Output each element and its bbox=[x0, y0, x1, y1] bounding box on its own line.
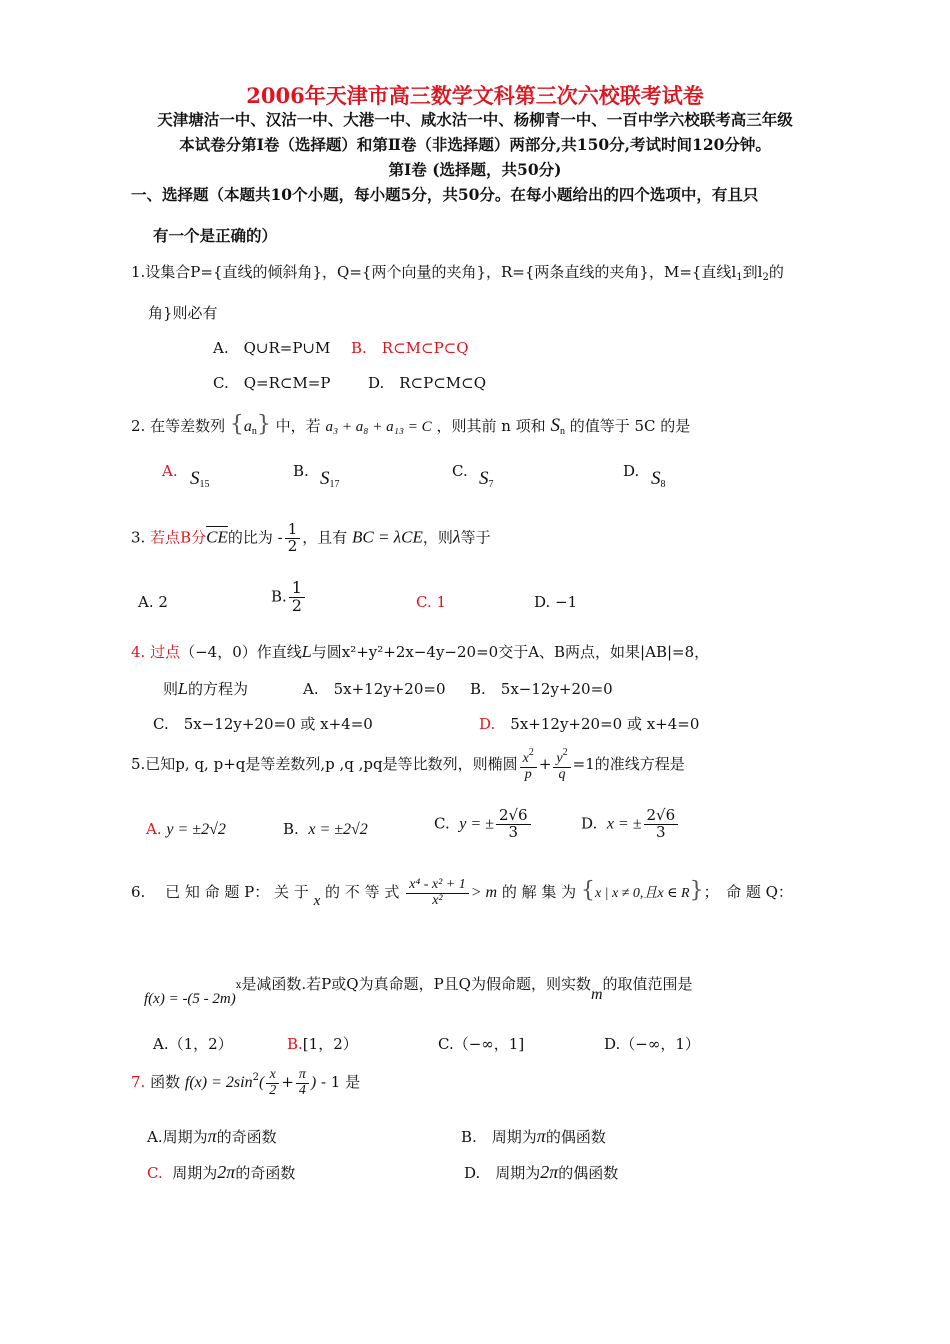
q1-option-b: B. R⊂M⊂P⊂Q bbox=[351, 339, 469, 357]
exam-info: 本试卷分第Ⅰ卷（选择题）和第Ⅱ卷（非选择题）两部分,共150分,考试时间120分钟。 bbox=[179, 135, 771, 154]
q7-stem: 7. 函数 $f(x) = 2\sin^2$( $\frac{x}{2}$ + $\frac{\pi}{4}$ ) - 1 是 bbox=[131, 1067, 361, 1098]
q6-option-d: D.（−∞，1） bbox=[604, 1035, 700, 1053]
q3-stem: 3. 若点B分$\overline{CE}$的比为 - $\frac{1}{2}$ ，且有 BC = λCE，则λ等于 bbox=[131, 520, 491, 555]
q2-option-c-label: C. bbox=[452, 462, 468, 480]
q6-stem-line1: 6. 已 知 命 题 P： 关 于 x 的 不 等 式 $\frac{\text{x⁴ - x² + 1}}{\text{x²}}$ > m 的 解 集 为 {x | x ≠ 0,且x ∈ R}； 命 题 Q： bbox=[131, 877, 793, 910]
q5-option-b: B. x = ±2√2 bbox=[283, 820, 368, 838]
q4-option-c: C. 5x−12y+20=0 或 x+4=0 bbox=[153, 715, 373, 733]
q1-stem-line2: 角}则必有 bbox=[148, 304, 218, 322]
q1-option-c: C. Q=R⊂M=P bbox=[213, 374, 331, 392]
q6-option-b: B.[1，2） bbox=[287, 1035, 358, 1053]
q2-option-d-label: D. bbox=[623, 462, 640, 480]
part1-title: 第Ⅰ卷 (选择题，共50分) bbox=[388, 160, 562, 179]
schools-line: 天津塘沽一中、汉沽一中、大港一中、咸水沽一中、杨柳青一中、一百中学六校联考高三年级 bbox=[157, 110, 793, 129]
q4-option-b: B. 5x−12y+20=0 bbox=[470, 680, 613, 698]
q3-option-c: C. 1 bbox=[416, 593, 447, 611]
q7-option-b: B. 周期为π的偶函数 bbox=[461, 1126, 606, 1146]
q4-stem-line1: 4. 过点（−4，0）作直线L与圆x²+y²+2x−4y−20=0交于A、B两点，如果|AB|=8， bbox=[131, 643, 710, 661]
q2-condition: a₃ + a₈ + a₁₃ = C bbox=[325, 419, 432, 435]
q7-option-d: D. 周期为2π的偶函数 bbox=[464, 1162, 619, 1182]
q3-option-d: D. −1 bbox=[534, 593, 578, 611]
section1-instructions-2: 有一个是正确的） bbox=[153, 226, 278, 245]
q2-option-b-label: B. bbox=[293, 462, 309, 480]
q4-option-a: A. 5x+12y+20=0 bbox=[303, 680, 446, 698]
page-title: 2006年天津市高三数学文科第三次六校联考试卷 bbox=[246, 83, 704, 108]
q1-stem-line1: 1.设集合P={直线的倾斜角}，Q={两个向量的夹角}，R={两条直线的夹角}，M={直线$l_1$到$l_2$的 bbox=[131, 263, 784, 283]
section1-instructions-1: 一、选择题（本题共10个小题，每小题5分，共50分。在每小题给出的四个选项中，有且只 bbox=[131, 185, 759, 204]
q5-stem: 5.已知p, q, p+q是等差数列,p ,q ,pq是等比数列，则椭圆 $\frac{x^2}{p}$ + $\frac{y^2}{q}$ =1的准线方程是 bbox=[131, 747, 685, 782]
q4-option-d: D. 5x+12y+20=0 或 x+4=0 bbox=[479, 715, 700, 733]
q3-option-a: A. 2 bbox=[138, 593, 168, 611]
q6-option-c: C.（−∞，1] bbox=[438, 1035, 525, 1053]
q2-option-a-label: A. bbox=[162, 462, 178, 480]
q3-option-b: B. $\frac{1}{2}$ bbox=[271, 580, 307, 615]
q6-option-a: A.（1，2） bbox=[153, 1035, 233, 1053]
q5-option-d: D. x = ± $\frac{2√6}{3}$ bbox=[581, 808, 680, 841]
q2-stem: 2. 在等差数列 $\{a_n\}$ 中，若 a₃ + a₈ + a₁₃ = C ，则其前 n 项和 $S_n$ 的值等于 5C 的是 bbox=[131, 412, 691, 437]
q4-stem-line2: 则L的方程为 bbox=[163, 680, 248, 698]
q2-option-d: $S_8$ bbox=[651, 468, 666, 490]
q1-option-a: A. Q∪R=P∪M bbox=[213, 339, 331, 357]
q2-option-a: $S_{15}$ bbox=[190, 468, 210, 490]
q2-option-b: $S_{17}$ bbox=[320, 468, 340, 490]
q1-option-d: D. R⊂P⊂M⊂Q bbox=[368, 374, 487, 392]
q5-option-a: A. y = ±2√2 bbox=[146, 820, 226, 838]
q7-option-c: C. 周期为2π的奇函数 bbox=[147, 1162, 296, 1182]
q6-stem-line2: f(x) = -(5 - 2m)$^x$是减函数.若P或Q为真命题，P且Q为假命题，则实数m的取值范围是 bbox=[144, 975, 693, 1007]
q7-option-a: A.周期为π的奇函数 bbox=[147, 1126, 277, 1146]
q5-option-c: C. y = ± $\frac{2√6}{3}$ bbox=[434, 808, 533, 841]
q2-option-c: $S_7$ bbox=[479, 468, 494, 490]
